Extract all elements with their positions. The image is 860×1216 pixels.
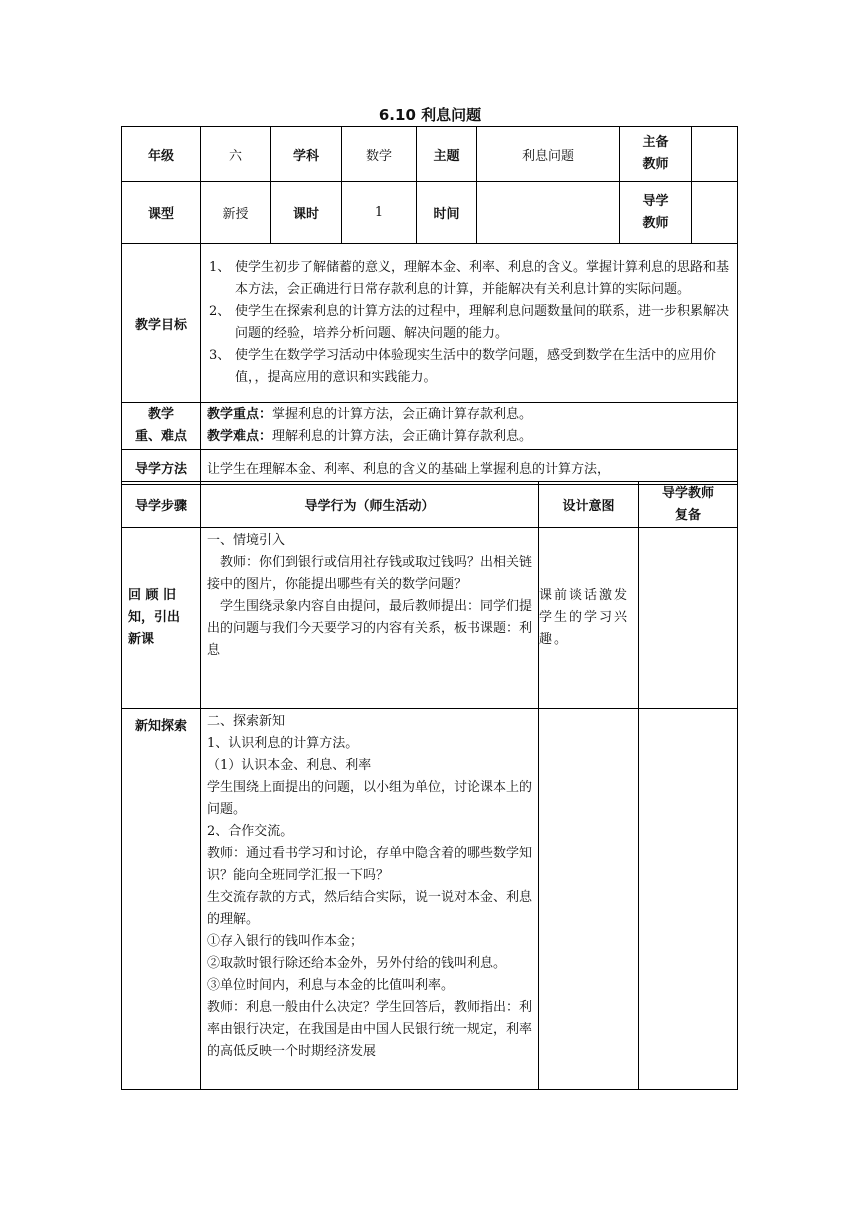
goal-text: 使学生初步了解储蓄的意义，理解本金、利率、利息的含义。掌握计算利息的思路和基本方法，会正确进行日常存款利息的计算，并能解决有关利息计算的实际问题。 — [235, 260, 730, 297]
period-label: 课时 — [271, 182, 342, 244]
step-column-header: 导学步骤 — [122, 482, 201, 528]
goal-text: 使学生在数学学习活动中体验现实生活中的数学问题，感受到数学在生活中的应用价值，，提高应用的意识和实践能力。 — [235, 348, 717, 385]
document-title: 6.10 利息问题 — [378, 106, 482, 124]
guide-teacher-label-line2: 教师 — [642, 215, 669, 231]
guide-teacher-value — [692, 182, 738, 244]
activity-line: 教师：你们到银行或信用社存钱或取过钱吗？出相关链接中的图片，你能提出哪些有关的数学问题？ — [207, 555, 533, 592]
activity-column-header: 导学行为（师生活动） — [201, 482, 539, 528]
activity-line: 1、认识利息的计算方法。 — [207, 736, 359, 751]
activity-line: 教师：通过看书学习和讨论，存单中隐含着的哪些数学知识？能向全班同学汇报一下吗？ — [207, 846, 533, 883]
period-value: 1 — [342, 182, 417, 244]
activity-line: ②取款时银行除还给本金外，另外付给的钱叫利息。 — [207, 956, 507, 971]
step-1-activity — [201, 528, 539, 709]
grade-label: 年级 — [122, 127, 201, 182]
step-1-label-line: 知，引出 — [128, 610, 181, 625]
activity-line: （1）认识本金、利息、利率 — [207, 758, 372, 773]
lead-teacher-label-line1: 主备 — [642, 135, 669, 150]
method-text: 让学生在理解本金、利率、利息的含义的基础上掌握利息的计算方法， — [201, 450, 738, 485]
goal-text: 使学生在探索利息的计算方法的过程中，理解利息问题数量间的联系，进一步积累解决问题的经验，培养分析问题、解决问题的能力。 — [235, 304, 730, 341]
activity-line: ③单位时间内，利息与本金的比值叫利率。 — [207, 978, 455, 993]
activity-line: 学生围绕录象内容自由提问，最后教师提出：同学们提出的问题与我们今天要学习的内容有关系，板书课题：利息 — [207, 599, 533, 658]
activity-line: 学生围绕上面提出的问题，以小组为单位，讨论课本上的问题。 — [207, 780, 533, 817]
lesson-info-table — [121, 126, 738, 485]
guided-steps-table — [121, 481, 738, 1090]
focus-text: 掌握利息的计算方法，会正确计算存款利息。 — [272, 407, 533, 422]
subject-value: 数学 — [342, 127, 417, 182]
time-value — [477, 182, 620, 244]
step-1-intent: 课前谈话激发学生的学习兴趣。 — [539, 528, 639, 709]
goal-item — [201, 257, 731, 301]
step-2-intent — [539, 709, 639, 1090]
focus-label: 教学重点： — [207, 407, 273, 422]
goal-number: 3、 — [209, 348, 231, 363]
activity-line: 生交流存款的方式，然后结合实际，说一说对本金、利息的理解。 — [207, 890, 533, 927]
step-1-label-line: 回 顾 旧 — [128, 588, 177, 603]
lead-teacher-value — [692, 127, 738, 182]
activity-line: 二、探索新知 — [207, 714, 286, 729]
topic-value: 利息问题 — [477, 127, 620, 182]
goal-number: 1、 — [209, 260, 231, 275]
goal-number: 2、 — [209, 304, 231, 319]
notes-header-line2: 复备 — [674, 507, 701, 523]
guide-teacher-label-line1: 导学 — [642, 193, 669, 209]
goals-label: 教学目标 — [122, 244, 201, 403]
goals-cell — [201, 244, 738, 403]
lead-teacher-label-line2: 教师 — [642, 157, 669, 172]
key-points-cell — [201, 403, 738, 450]
activity-line: 2、合作交流。 — [207, 824, 294, 839]
goal-item — [201, 345, 731, 389]
lesson-type-label: 课型 — [122, 182, 201, 244]
key-points-label-line1: 教学 — [147, 407, 174, 422]
activity-line: ①存入银行的钱叫作本金； — [207, 934, 364, 949]
goals-list — [201, 257, 731, 389]
step-1-notes — [639, 528, 738, 709]
method-label: 导学方法 — [122, 450, 201, 485]
notes-column-header — [639, 482, 738, 528]
key-points-label-line2: 重、难点 — [134, 429, 187, 444]
difficulty-text: 理解利息的计算方法，会正确计算存款利息。 — [272, 429, 533, 444]
activity-line: 教师：利息一般由什么决定？学生回答后，教师指出：利率由银行决定，在我国是由中国人民银行统一规定，利率的高低反映一个时期经济发展 — [207, 1000, 533, 1059]
key-points-label — [122, 403, 201, 450]
grade-value: 六 — [201, 127, 271, 182]
topic-label: 主题 — [417, 127, 477, 182]
notes-header-line1: 导学教师 — [661, 485, 714, 501]
intent-column-header: 设计意图 — [539, 482, 639, 528]
activity-line: 一、情境引入 — [207, 533, 286, 548]
step-1-label-line: 新课 — [128, 632, 155, 647]
lead-teacher-label — [620, 127, 692, 182]
step-2-activity — [201, 709, 539, 1090]
step-2-notes — [639, 709, 738, 1090]
goal-item — [201, 301, 731, 345]
step-2-label: 新知探索 — [122, 709, 201, 1090]
subject-label: 学科 — [271, 127, 342, 182]
time-label: 时间 — [417, 182, 477, 244]
step-1-label — [122, 528, 201, 709]
guide-teacher-label — [620, 182, 692, 244]
difficulty-label: 教学难点： — [207, 429, 273, 444]
lesson-type-value: 新授 — [201, 182, 271, 244]
